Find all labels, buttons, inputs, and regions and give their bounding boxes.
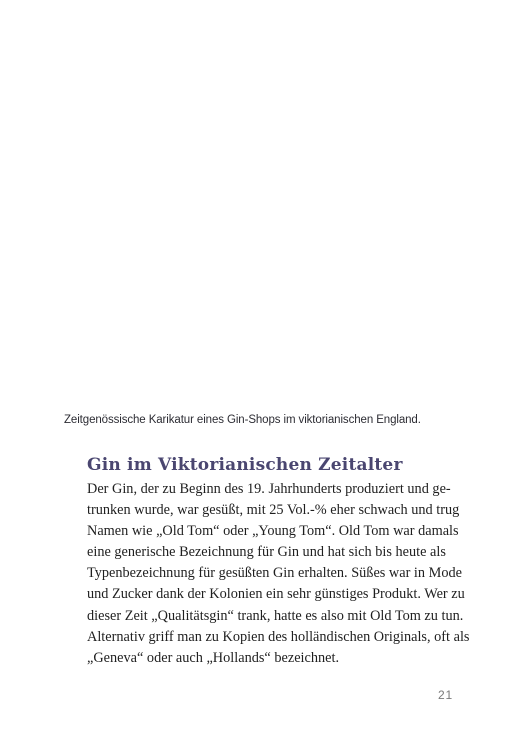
paragraph-line: Namen wie „Old Tom“ oder „Young Tom“. Old Tom war damals	[87, 523, 459, 540]
paragraph-line: trunken wurde, war gesüßt, mit 25 Vol.-% eher schwach und trug	[87, 502, 460, 519]
section-heading: Gin im Viktorianischen Zeitalter	[87, 455, 403, 475]
paragraph-line: Typenbezeichnung für gesüßten Gin erhalten. Süßes war in Mode	[87, 565, 462, 582]
image-caption: Zeitgenössische Karikatur eines Gin-Shops im viktorianischen England.	[64, 414, 421, 426]
paragraph-line: „Geneva“ oder auch „Hollands“ bezeichnet.	[87, 649, 340, 666]
paragraph-line: dieser Zeit „Qualitätsgin“ trank, hatte es also mit Old Tom zu tun.	[87, 607, 464, 624]
body-paragraph	[87, 479, 470, 669]
paragraph-line: eine generische Bezeichnung für Gin und hat sich bis heute als	[87, 544, 446, 561]
paragraph-line: Alternativ griff man zu Kopien des holländischen Originals, oft als	[87, 628, 470, 645]
paragraph-line: Der Gin, der zu Beginn des 19. Jahrhunderts produziert und ge-	[87, 481, 451, 497]
page-number: 21	[438, 688, 453, 702]
paragraph-line: und Zucker dank der Kolonien ein sehr günstiges Produkt. Wer zu	[87, 586, 465, 603]
